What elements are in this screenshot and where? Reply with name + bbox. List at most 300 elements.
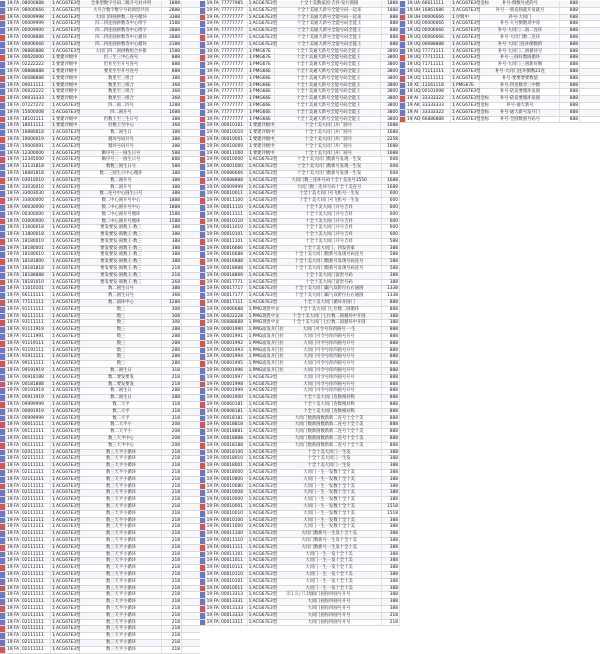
cell-prefix: 19 (206, 469, 213, 475)
cell-prefix: 19 (206, 157, 213, 163)
cell-type: 要建评级中 (55, 69, 80, 75)
cell-description: 大同门一生一发十全十美 (277, 552, 382, 558)
cell-type: ACG67E3型 (56, 605, 81, 611)
cell-prefix: 19 (7, 218, 13, 224)
cell-prefix: 19 (7, 75, 13, 81)
cell-code: 77777777 (220, 76, 248, 82)
cell-code: 00018818 (220, 422, 248, 428)
cell-type: ACG67E3型 (252, 388, 278, 394)
cell-type: ACG67E3型 (56, 286, 81, 292)
cell-price: 218 (162, 647, 182, 653)
cell-prefix: 19 (206, 48, 213, 54)
cell-type: ACG67E3型 (56, 170, 81, 176)
cell-code: 00013313 (220, 592, 248, 598)
cell-series: FA (14, 313, 20, 319)
cell-type: ACG67E3型 (252, 469, 278, 475)
cell-flag: 1 (52, 75, 55, 81)
table-row (0, 110, 200, 117)
cell-prefix: 19 (7, 313, 13, 319)
cell-prefix: 19 (7, 449, 13, 455)
cell-code: 02111111 (21, 606, 51, 612)
cell-type: ACG67E3型 (56, 565, 81, 571)
cell-code: 00011100 (220, 198, 248, 204)
cell-series: FA (213, 184, 219, 190)
cell-price: 388 (382, 246, 400, 252)
cell-price: 588 (162, 164, 182, 170)
cell-series: FA (213, 68, 219, 74)
cell-type: ACG67E3型 (56, 469, 81, 475)
cell-code: 00006666 (421, 21, 451, 27)
table-row (0, 171, 200, 178)
cell-flag: 1 (248, 565, 252, 571)
cell-prefix: 19 (7, 558, 13, 564)
cell-type: ACG67E3型 (56, 198, 81, 204)
cell-series: UQ (414, 62, 421, 68)
cell-flag: 1 (52, 442, 55, 448)
cell-description: 数三天平小循环 (80, 484, 162, 490)
cell-type: ACG67E3型 (56, 300, 81, 306)
cell-description: 大同门可令号你四圆号开号 (277, 341, 382, 347)
cell-flag: 1 (52, 374, 55, 380)
cell-type: ACG67E3型 (56, 306, 81, 312)
cell-type: 要建评级中 (252, 143, 275, 149)
cell-prefix: 19 (7, 48, 13, 54)
cell-series: UA (414, 1, 421, 6)
cell-prefix: 19 (7, 157, 13, 163)
cell-type: ACG67E3型 (56, 558, 81, 564)
cell-price: 218 (162, 504, 182, 510)
cell-series: FA (14, 41, 20, 47)
cell-code: 00018866 (220, 273, 248, 279)
cell-series: FA (14, 347, 20, 353)
cell-price: 218 (162, 531, 182, 537)
table-row (0, 531, 200, 538)
table-row (400, 28, 600, 35)
cell-prefix: 19 (206, 232, 213, 238)
cell-flag: 1 (52, 490, 55, 496)
table-row (0, 341, 200, 348)
cell-description: 十全十美通天新号全能号码全能王 (275, 103, 381, 109)
cell-code: 11010101 (21, 286, 51, 292)
cell-description: 数三天平小循环 (80, 640, 162, 646)
cell-type: ACG67E3型 (56, 313, 81, 319)
cell-type: ACG67E3型 (56, 1, 81, 6)
cell-price: 888 (382, 436, 400, 442)
cell-price: 388 (382, 565, 400, 571)
cell-description: 补号·大号倒数哥中哥 (480, 21, 560, 27)
table-row (0, 538, 200, 545)
cell-flag: 1 (52, 497, 55, 503)
cell-flag: 1 (248, 14, 252, 20)
cell-price: 388 (162, 286, 182, 292)
cell-prefix: 19 (7, 204, 13, 210)
cell-series: FA (14, 198, 20, 204)
table-row (0, 375, 200, 382)
cell-code: 02111111 (21, 633, 51, 639)
cell-prefix: 19 (206, 68, 213, 74)
cell-flag: 1 (248, 578, 252, 584)
cell-prefix: 19 (206, 21, 213, 27)
cell-prefix: 19 (7, 578, 13, 584)
cell-price: 1688 (162, 110, 182, 116)
cell-flag: 1 (248, 497, 252, 503)
cell-code: 00013133 (220, 606, 248, 612)
cell-price: 888 (560, 21, 580, 27)
cell-description: 补号·大同门连环倒数的 (480, 42, 560, 48)
cell-flag: 1 (248, 327, 252, 333)
table-row (200, 368, 400, 375)
cell-price: 218 (162, 511, 182, 517)
cell-price: 1588 (162, 212, 182, 218)
cell-flag: 1 (52, 21, 55, 27)
cell-price: 608 (382, 157, 400, 163)
table-row (200, 96, 400, 103)
cell-description: 补号·全圆数圆号码号 (480, 117, 560, 123)
cell-flag: 1 (248, 293, 252, 299)
cell-series: FA (213, 483, 219, 489)
cell-type: ACG67E3型 (56, 334, 81, 340)
cell-prefix: 19 (7, 89, 13, 95)
cell-series: FA (14, 626, 20, 632)
cell-series: FA (213, 374, 219, 380)
table-row (200, 613, 400, 620)
cell-code: 00010080 (220, 484, 248, 490)
cell-price: 888 (382, 422, 400, 428)
cell-series: FA (213, 544, 219, 550)
cell-flag: 1 (52, 130, 55, 136)
cell-flag: 1 (452, 89, 455, 95)
cell-description: 数三天平小循环 (80, 606, 162, 612)
cell-prefix: 19 (7, 232, 13, 238)
cell-code: 00010101 (220, 579, 248, 585)
cell-type: ACG67E3型 (56, 578, 81, 584)
cell-series: FA (213, 259, 219, 265)
cell-code: 00011110 (220, 205, 248, 211)
cell-price: 218 (162, 552, 182, 558)
cell-description: 四二四连圆拼数等中心循环 (80, 35, 162, 41)
cell-flag: 1 (248, 361, 252, 367)
cell-description: 数三天平小循环 (80, 450, 162, 456)
cell-series: FA (213, 62, 219, 68)
cell-description: 十全十美大同门开广圆号 (275, 144, 381, 150)
cell-type: ACG67E3型 (456, 34, 481, 40)
cell-type: ACG67E3型 (252, 7, 278, 13)
cell-type: ACG67E3型 (456, 41, 481, 47)
cell-description: 大同门数三连环号码十全十美连号1550 (277, 178, 382, 184)
cell-prefix: 19 (206, 300, 213, 306)
cell-code: 12300000 (21, 151, 51, 157)
cell-flag: 1 (452, 68, 455, 74)
cell-flag: 1 (52, 605, 55, 611)
cell-description: 大同门一生一发十全十美 (277, 565, 382, 571)
cell-price: 288 (162, 348, 182, 354)
table-row (0, 572, 200, 579)
cell-description: 全体型数字号码二级开号对并列 (80, 1, 162, 7)
cell-code: 18180001 (21, 246, 51, 252)
cell-price: 388 (382, 599, 400, 605)
cell-type: ACG67E3型 (252, 279, 278, 285)
cell-prefix: 19 (206, 544, 213, 550)
table-row (0, 579, 200, 586)
table-row (200, 137, 400, 144)
cell-prefix: 19 (7, 402, 13, 408)
cell-prefix: 19 (7, 306, 13, 312)
cell-flag: 1 (52, 429, 55, 435)
cell-series: FA (14, 7, 20, 13)
cell-flag: 1 (52, 483, 55, 489)
cell-series: FA (213, 565, 219, 571)
cell-description: 大同门一生一发十全十美 (277, 579, 382, 585)
cell-code: 00011010 (220, 225, 248, 231)
cell-description: 数二圆生日 (80, 388, 162, 394)
cell-flag: 1 (52, 633, 55, 639)
cell-series: FA (213, 395, 219, 401)
cell-price: 888 (382, 368, 400, 374)
cell-price: 388 (382, 470, 400, 476)
cell-series: FA (14, 340, 20, 346)
cell-flag: 1 (452, 96, 455, 102)
cell-code: 33030010 (21, 185, 51, 191)
cell-prefix: 19 (7, 368, 13, 374)
cell-description: 十全十美通天新号全能号码全能王 (275, 49, 381, 55)
cell-description: 大同门可令号你四圆号开号 (277, 368, 382, 374)
cell-code: 77777777 (220, 55, 248, 61)
cell-flag: 1 (52, 422, 55, 428)
cell-flag: 1 (52, 89, 55, 95)
cell-price: 888 (560, 1, 580, 7)
cell-flag: 1 (248, 306, 252, 312)
cell-price: 688 (560, 15, 580, 21)
cell-description: 数三天平小循环 (80, 599, 162, 605)
cell-description: 十全十美通天新号全能号码全能王 (277, 35, 382, 41)
cell-flag: 1 (452, 75, 455, 81)
cell-type: ACG67E3型 (252, 272, 278, 278)
cell-flag: 1 (248, 347, 252, 353)
cell-flag: 1 (52, 150, 55, 156)
cell-description: 十全十美通天新号全能号码全能王 (275, 117, 381, 123)
cell-flag: 1 (248, 150, 252, 156)
cell-type: ACG67E3型 (56, 408, 81, 414)
cell-code: 00010008 (220, 490, 248, 496)
table-row (200, 565, 400, 572)
cell-type: ACG67E3型 (56, 537, 81, 543)
cell-prefix: 19 (7, 633, 13, 639)
cell-type: ACG67E3型 (252, 41, 278, 47)
cell-code: 02111111 (21, 518, 51, 524)
cell-price: 888 (382, 348, 400, 354)
cell-type: ACG67E3型 (252, 605, 278, 611)
cell-prefix: 19 (206, 361, 213, 367)
cell-price: 3800 (381, 110, 400, 116)
cell-prefix: 19 (206, 55, 213, 61)
cell-prefix: 19 (7, 82, 13, 88)
table-row (0, 633, 200, 640)
cell-flag: 1 (52, 300, 55, 306)
cell-flag: 1 (248, 313, 252, 319)
cell-type: 要建评级中 (252, 150, 275, 156)
cell-series: FA (14, 211, 20, 217)
cell-description: 补号·大同门连环倒数21连 (480, 69, 560, 75)
cell-description: 大号合数字数字号码预留共同 (80, 8, 162, 14)
cell-series: FA (213, 34, 219, 40)
cell-prefix: 19 (206, 306, 213, 312)
cell-description: 要发要发·圆数王·数三 (80, 246, 162, 252)
cell-series: FA (14, 21, 20, 27)
cell-price: 1688 (381, 144, 400, 150)
cell-flag: 1 (52, 286, 55, 292)
cell-price: 388 (382, 314, 400, 320)
cell-flag: 1 (248, 238, 252, 244)
table-row (200, 599, 400, 606)
cell-type: ACG67E3型 (252, 483, 278, 489)
table-row (0, 130, 200, 137)
cell-series: FA (213, 497, 219, 503)
cell-code: 91111991 (21, 334, 51, 340)
cell-prefix: 19 (7, 544, 13, 550)
cell-description: 数三 (80, 334, 162, 340)
cell-type: ACG67E3型 (56, 402, 81, 408)
table-row (400, 117, 600, 124)
cell-type: ACG67E3型 (56, 218, 81, 224)
cell-prefix: 19 (407, 109, 413, 115)
cell-description: 十全十美通天新号全能号码全能王 (277, 28, 382, 34)
cell-code: 77777777 (220, 35, 248, 41)
table-row (200, 545, 400, 552)
cell-flag: 1 (52, 96, 55, 102)
cell-prefix: 19 (7, 164, 13, 170)
cell-description: 但数王至三生日号 (80, 117, 162, 123)
cell-type: 要建评级中 (55, 117, 80, 123)
cell-flag: 1 (249, 75, 252, 81)
cell-prefix: 19 (7, 320, 13, 326)
cell-description: 数三天平小循环 (80, 626, 162, 632)
cell-type: ACG67E3型 (56, 136, 81, 142)
cell-type: ACG67E3型 (56, 150, 81, 156)
cell-prefix: 19 (206, 109, 213, 115)
cell-flag: 1 (248, 245, 252, 251)
cell-price: 388 (382, 538, 400, 544)
table-row (200, 110, 400, 117)
cell-description: 数二天平 (80, 409, 162, 415)
cell-series: AD (414, 116, 421, 122)
cell-price: 888 (560, 83, 580, 89)
table-row (400, 35, 600, 42)
cell-flag: 1 (52, 28, 55, 34)
cell-type: PMG现贵中文 (252, 320, 280, 326)
cell-flag: 1 (248, 184, 252, 190)
table-row (200, 8, 400, 15)
cell-series: UH (414, 14, 421, 20)
cell-type: ACG67E3型 (252, 164, 278, 170)
cell-series: FA (213, 123, 219, 129)
table-row (0, 62, 200, 69)
cell-series: FA (14, 62, 20, 68)
cell-code: 00010800 (220, 477, 248, 483)
cell-prefix: 19 (206, 524, 213, 530)
cell-type: ACG67E3型 (56, 157, 81, 163)
cell-series: FA (213, 75, 219, 81)
cell-type: ACG67E3型 (456, 75, 481, 81)
cell-prefix: 19 (7, 612, 13, 618)
cell-description: 大同门一生一发数十全十美 (277, 518, 382, 524)
cell-description: 顺序号三一圆生日号 (80, 157, 162, 163)
cell-price: 218 (162, 456, 182, 462)
cell-series: FA (14, 116, 20, 122)
table-row (200, 409, 400, 416)
cell-price: 888 (382, 409, 400, 415)
cell-price: 388 (382, 497, 400, 503)
table-row (0, 504, 200, 511)
cell-description: 十全十美大同门数新号发现一生发 (277, 164, 382, 170)
cell-type: ACG67E3型 (252, 497, 278, 503)
cell-series: FA (14, 354, 20, 360)
cell-description: 数三天平小循环 (80, 470, 162, 476)
table-row (0, 69, 200, 76)
cell-description: 数里至三组合 (80, 96, 162, 102)
cell-flag: 1 (452, 82, 455, 88)
table-row (200, 361, 400, 368)
cell-price: 388 (162, 252, 182, 258)
cell-code: 15000008 (21, 110, 51, 116)
cell-price: 888 (560, 8, 580, 14)
cell-type: ACG67E3型 (252, 293, 278, 299)
cell-price: 268 (162, 280, 182, 286)
cell-flag: 1 (52, 612, 55, 618)
cell-price: 888 (560, 69, 580, 75)
cell-code: 00011000 (220, 524, 248, 530)
cell-code: 00018188 (220, 443, 248, 449)
cell-price: 1588 (162, 49, 182, 55)
cell-flag: 1 (249, 48, 252, 54)
cell-prefix: 19 (206, 266, 213, 272)
cell-description: 十全十美大同门富贵号码 (277, 280, 382, 286)
cell-prefix: 19 (7, 619, 13, 625)
cell-type: ACG67E3型 (252, 510, 278, 516)
cell-series: FA (14, 266, 20, 272)
table-row (0, 361, 200, 368)
cell-code: 00001993 (220, 348, 248, 354)
cell-description: 大同门数新圆数新新二连号十全十美 (277, 429, 382, 435)
cell-type: ACG67E3型 (252, 463, 278, 469)
cell-flag: 1 (248, 204, 252, 210)
cell-price: 888 (382, 443, 400, 449)
cell-type: 评级中 (455, 15, 480, 21)
cell-series: FA (14, 334, 20, 340)
cell-type: ACG67E3型 (252, 429, 278, 435)
cell-type: ACG67E3型 (252, 34, 278, 40)
cell-description: 十全十美大同门七位数二圆循环 (277, 307, 382, 313)
cell-prefix: 19 (7, 14, 13, 20)
table-row (200, 511, 400, 518)
cell-series: FA (14, 483, 20, 489)
cell-description: 十全十美通天新号全能号码全能王 (275, 62, 381, 68)
cell-type: ACG67E3型 (252, 300, 278, 306)
cell-series: FA (14, 537, 20, 543)
cell-description: 大同门一生一发数十全十美 (277, 484, 382, 490)
cell-type: ACG67E3型 (56, 388, 81, 394)
cell-code: 02111111 (21, 640, 51, 646)
cell-description: 十全十美大同门连数相对称 (277, 395, 382, 401)
cell-price: 318 (162, 368, 182, 374)
cell-price: 288 (162, 388, 182, 394)
cell-description: 大同门圆你四圆号开号 (277, 606, 382, 612)
cell-code: 02111111 (21, 586, 51, 592)
cell-code: 00001994 (220, 354, 248, 360)
cell-code: 00017111 (220, 300, 248, 306)
cell-flag: 1 (249, 82, 252, 88)
cell-type: PMG66E (252, 117, 275, 123)
cell-series: FA (213, 41, 219, 47)
